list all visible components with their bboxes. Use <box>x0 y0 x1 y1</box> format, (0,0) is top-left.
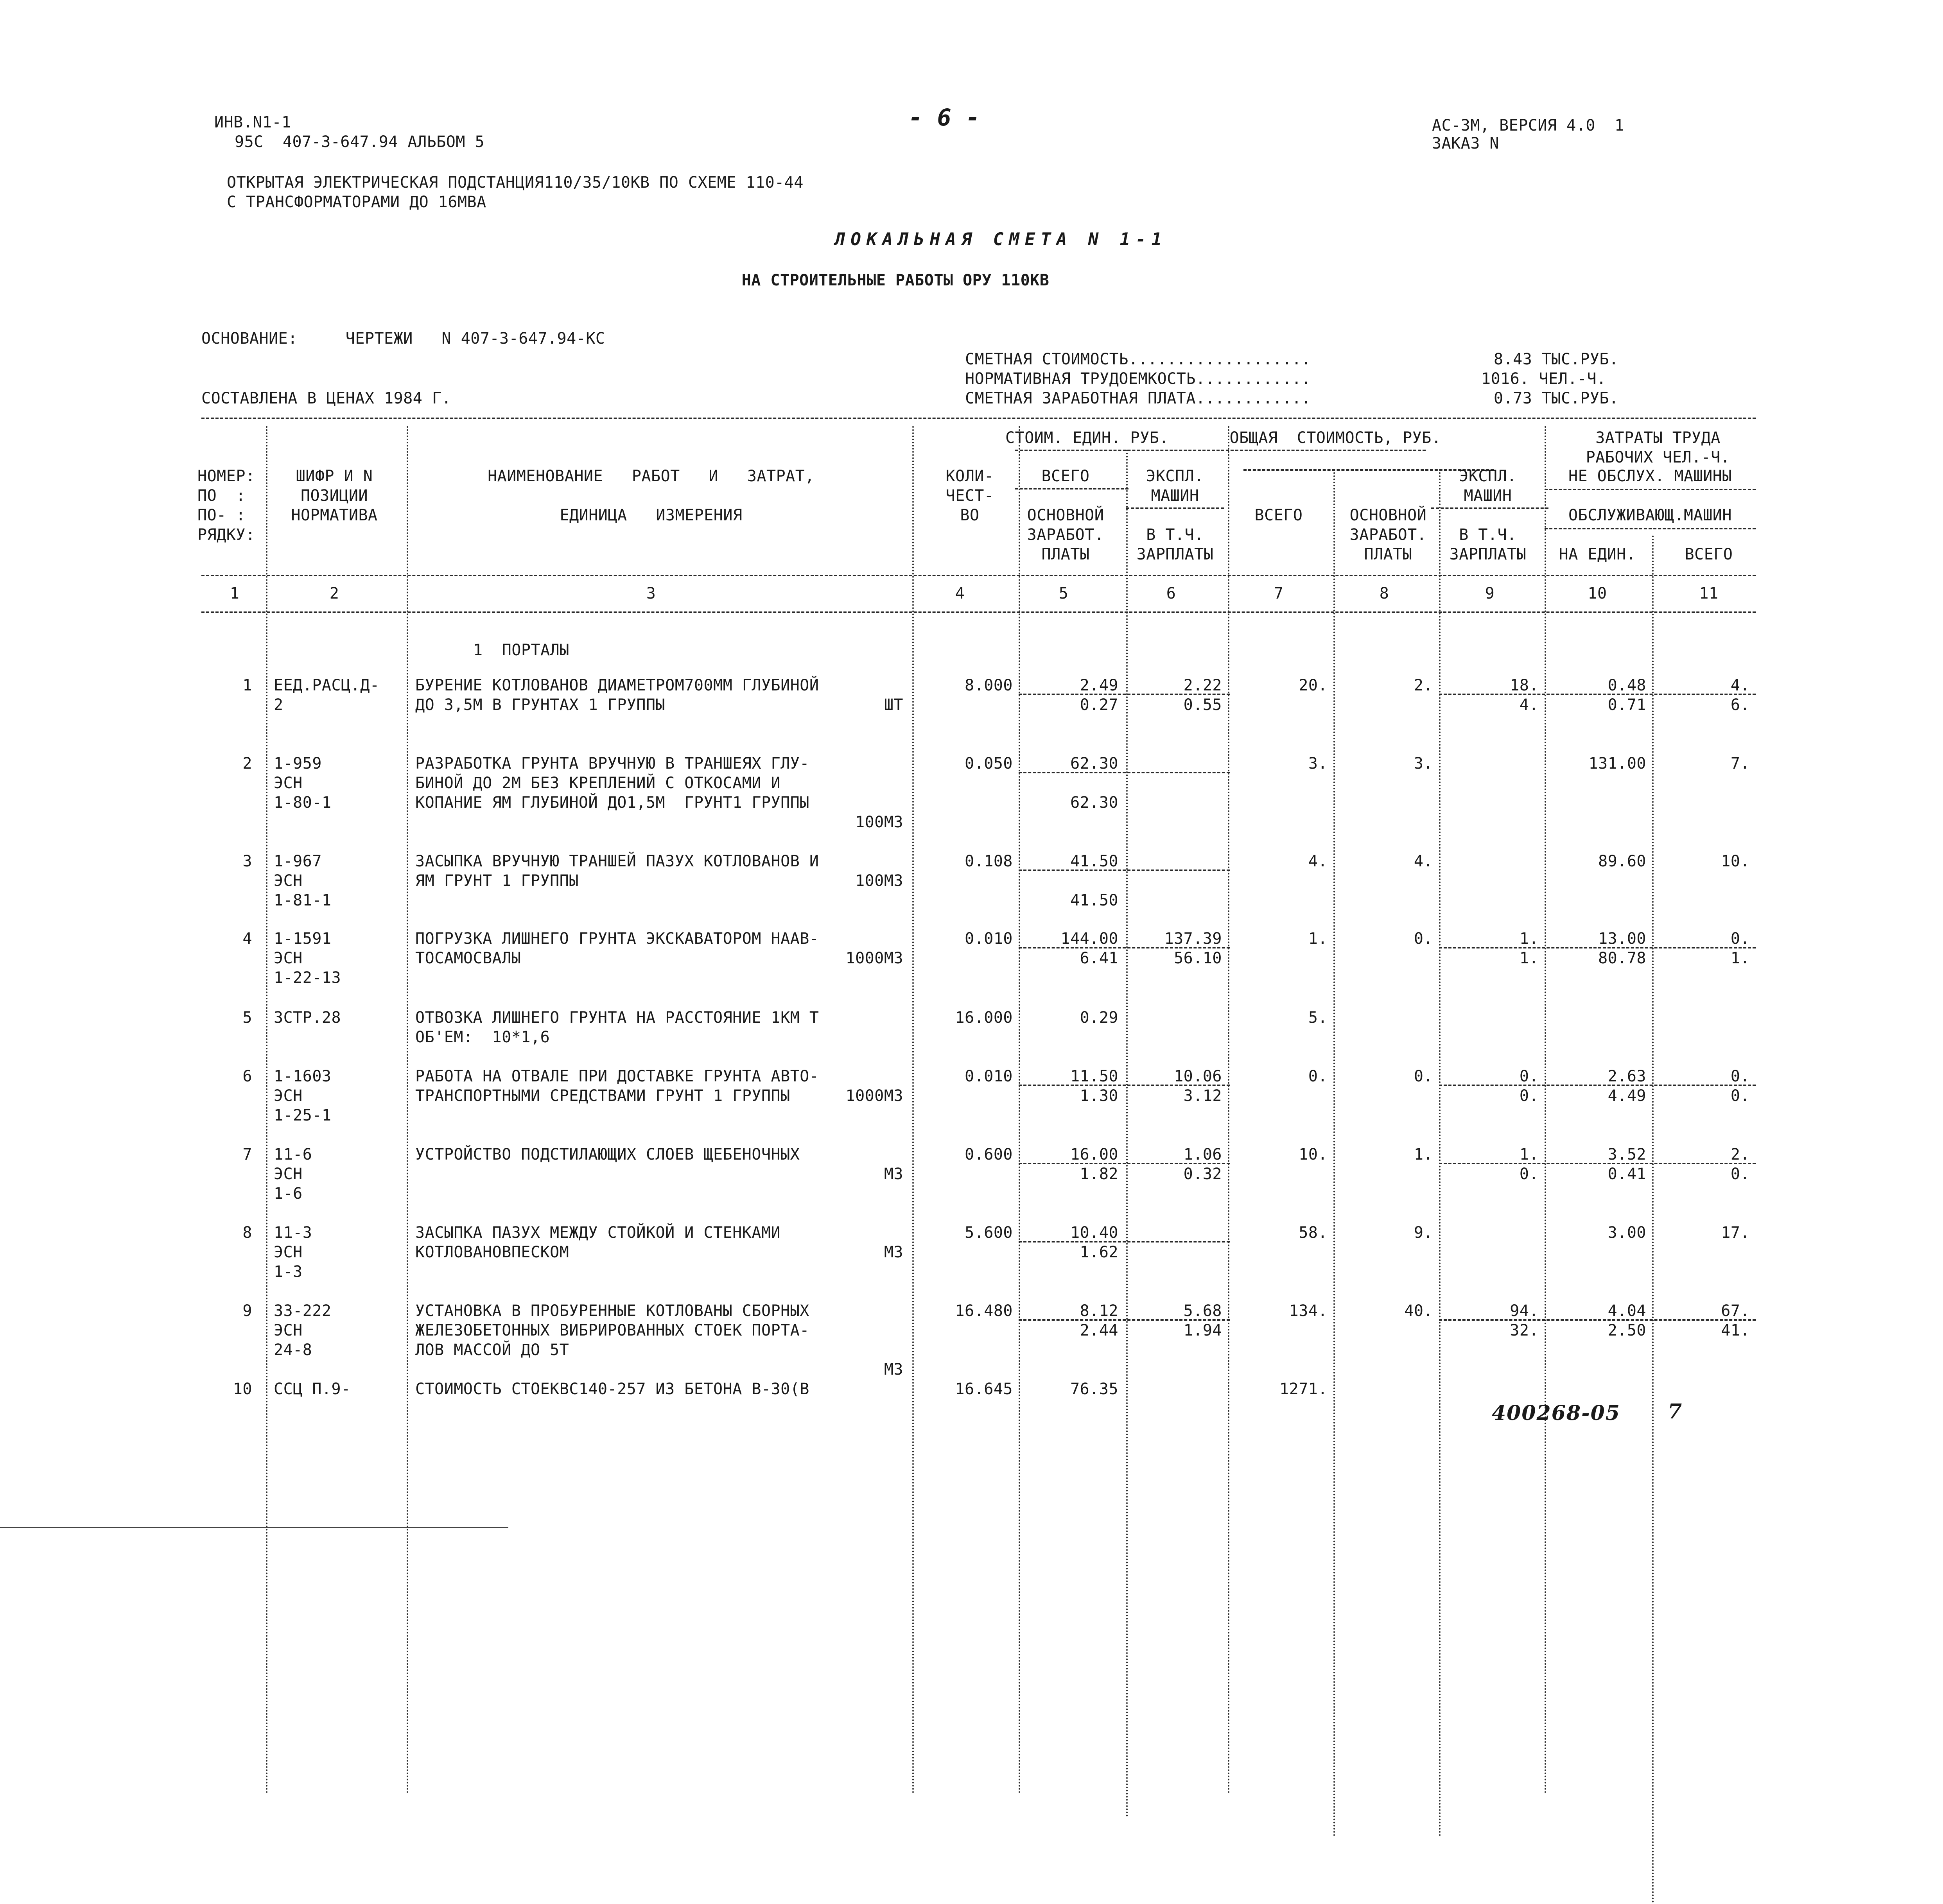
column-separator <box>1439 469 1441 1838</box>
project-title-line1: ОТКРЫТАЯ ЭЛЕКТРИЧЕСКАЯ ПОДСТАНЦИЯ110/35/10КВ ПО СХЕМЕ 110-44 <box>227 174 804 192</box>
row-c6b: 3.12 <box>1183 1087 1222 1105</box>
colnum-4: 4 <box>955 584 965 602</box>
cell-sub-rule <box>1019 772 1230 773</box>
row-c7: 58. <box>1299 1224 1328 1242</box>
hdr-c10: НА ЕДИН. <box>1559 545 1636 563</box>
row-c11a: 17. <box>1721 1224 1750 1242</box>
row-unit: М3 <box>884 1165 903 1183</box>
cell-sub-rule <box>1019 947 1230 948</box>
hdr-labor-group-line2: РАБОЧИХ ЧЕЛ.-Ч. <box>1586 448 1730 466</box>
row-c10a: 4.04 <box>1608 1302 1646 1320</box>
row-number: 7 <box>242 1146 252 1164</box>
row-number: 3 <box>242 852 252 870</box>
row-c5a: 0.29 <box>1080 1009 1118 1027</box>
row-number: 6 <box>242 1067 252 1085</box>
row-c6a: 2.22 <box>1183 676 1222 694</box>
row-unit: 100М3 <box>855 872 903 890</box>
hdr-c1-line1: НОМЕР: <box>197 467 255 485</box>
row-description: ДО 3,5М В ГРУНТАХ 1 ГРУППЫ <box>415 696 666 714</box>
row-c11a: 0. <box>1730 930 1750 948</box>
row-code: 1-80-1 <box>274 794 332 812</box>
row-c9b: 32. <box>1510 1321 1539 1339</box>
row-code: ЭСН <box>274 872 303 890</box>
scan-edge-line <box>0 1527 508 1528</box>
row-code: 33-222 <box>274 1302 332 1320</box>
row-c8: 0. <box>1414 1067 1433 1085</box>
header-sub-rule <box>1431 507 1548 509</box>
row-c10a: 3.52 <box>1608 1146 1646 1164</box>
row-c5b: 0.27 <box>1080 696 1118 714</box>
row-code: ЗСТР.28 <box>274 1009 341 1027</box>
row-c11a: 7. <box>1730 755 1750 773</box>
row-c7: 4. <box>1308 852 1328 870</box>
row-number: 5 <box>242 1009 252 1027</box>
row-c7: 134. <box>1289 1302 1328 1320</box>
row-c10a: 0.48 <box>1608 676 1646 694</box>
row-c6b: 0.55 <box>1183 696 1222 714</box>
hdr-c8-line3: ПЛАТЫ <box>1364 545 1412 563</box>
row-description: УСТРОЙСТВО ПОДСТИЛАЮЩИХ СЛОЕВ ЩЕБЕНОЧНЫХ <box>415 1146 800 1164</box>
row-c8: 1. <box>1414 1146 1433 1164</box>
row-c8: 4. <box>1414 852 1433 870</box>
row-number: 10 <box>233 1380 252 1398</box>
row-code: 11-3 <box>274 1224 312 1242</box>
header-sub-rule <box>1545 489 1756 490</box>
row-description: КОТЛОВАНОВПЕСКОМ <box>415 1243 569 1261</box>
row-c5b: 62.30 <box>1070 794 1118 812</box>
colnum-11: 11 <box>1699 584 1719 602</box>
row-code: 1-22-13 <box>274 969 341 987</box>
row-c7: 3. <box>1308 755 1328 773</box>
row-c10a: 13.00 <box>1598 930 1646 948</box>
hdr-c1-line2: ПО : <box>197 487 246 505</box>
row-c7: 0. <box>1308 1067 1328 1085</box>
row-c10a: 2.63 <box>1608 1067 1646 1085</box>
row-code: 1-3 <box>274 1263 303 1281</box>
order-number: ЗАКАЗ N <box>1432 134 1500 152</box>
price-level: СОСТАВЛЕНА В ЦЕНАХ 1984 Г. <box>201 389 452 407</box>
row-code: 1-6 <box>274 1185 303 1203</box>
page-mark: - 6 - <box>908 104 980 131</box>
hdr-c1-line4: РЯДКУ: <box>197 526 255 544</box>
cell-sub-rule <box>1439 694 1756 695</box>
basis-line: ОСНОВАНИЕ: ЧЕРТЕЖИ N 407-3-647.94-КС <box>201 330 605 348</box>
row-c5a: 144.00 <box>1060 930 1118 948</box>
hdr-c5-line4: ПЛАТЫ <box>1041 545 1090 563</box>
row-quantity: 8.000 <box>965 676 1013 694</box>
row-code: ЭСН <box>274 1321 303 1339</box>
row-c5a: 76.35 <box>1070 1380 1118 1398</box>
hdr-c9-line3: В Т.Ч. <box>1459 526 1517 544</box>
row-c11a: 67. <box>1721 1302 1750 1320</box>
hdr-c5-line1: ВСЕГО <box>1041 467 1090 485</box>
cell-sub-rule <box>1439 1163 1756 1164</box>
colnum-9: 9 <box>1485 584 1495 602</box>
row-c11a: 2. <box>1730 1146 1750 1164</box>
column-separator <box>1126 450 1128 1818</box>
cell-sub-rule <box>1439 1319 1756 1321</box>
row-c11b: 41. <box>1721 1321 1750 1339</box>
row-c8: 3. <box>1414 755 1433 773</box>
hdr-c1-line3: ПО- : <box>197 506 246 524</box>
header-sub-rule <box>1126 507 1224 509</box>
row-number: 1 <box>242 676 252 694</box>
row-c9a: 1. <box>1519 1146 1539 1164</box>
row-c7: 5. <box>1308 1009 1328 1027</box>
row-c6b: 56.10 <box>1174 949 1222 967</box>
cell-sub-rule <box>1019 694 1230 695</box>
row-c9a: 1. <box>1519 930 1539 948</box>
row-unit: 1000М3 <box>845 1087 903 1105</box>
row-unit: 1000М3 <box>845 949 903 967</box>
cell-sub-rule <box>1439 947 1756 948</box>
row-description: ЛОВ МАССОЙ ДО 5Т <box>415 1341 569 1359</box>
inventory-number: ИНВ.N1-1 <box>214 113 291 131</box>
document-subtitle: НА СТРОИТЕЛЬНЫЕ РАБОТЫ ОРУ 110КВ <box>741 271 1050 289</box>
hdr-c4-line1: КОЛИ- <box>945 467 994 485</box>
row-c6a: 10.06 <box>1174 1067 1222 1085</box>
row-description: БУРЕНИЕ КОТЛОВАНОВ ДИАМЕТРОМ700ММ ГЛУБИНОЙ <box>415 676 819 694</box>
handwritten-stamp: 400268-05 <box>1492 1401 1621 1425</box>
row-quantity: 16.645 <box>955 1380 1013 1398</box>
column-separator <box>407 426 408 1795</box>
row-c11b: 0. <box>1730 1087 1750 1105</box>
hdr-c2-line2: ПОЗИЦИИ <box>300 487 368 505</box>
row-code: ЭСН <box>274 1087 303 1105</box>
row-c8: 40. <box>1404 1302 1433 1320</box>
colnum-7: 7 <box>1274 584 1284 602</box>
column-separator <box>266 426 267 1795</box>
column-separator <box>1652 536 1654 1904</box>
section-title: 1 ПОРТАЛЫ <box>473 641 569 659</box>
row-code: 1-81-1 <box>274 891 332 909</box>
row-c5a: 62.30 <box>1070 755 1118 773</box>
row-description: КОПАНИЕ ЯМ ГЛУБИНОЙ ДО1,5М ГРУНТ1 ГРУППЫ <box>415 794 809 812</box>
summary-label-wage: СМЕТНАЯ ЗАРАБОТНАЯ ПЛАТА............ <box>965 389 1311 407</box>
row-number: 4 <box>242 930 252 948</box>
hdr-c2-line1: ШИФР И N <box>296 467 373 485</box>
column-separator <box>1019 426 1020 1795</box>
colnum-10: 10 <box>1588 584 1607 602</box>
row-description: УСТАНОВКА В ПРОБУРЕННЫЕ КОТЛОВАНЫ СБОРНЫХ <box>415 1302 809 1320</box>
row-number: 2 <box>242 755 252 773</box>
column-separator <box>1545 426 1546 1795</box>
project-title-line2: С ТРАНСФОРМАТОРАМИ ДО 16МВА <box>227 193 486 211</box>
row-c6a: 1.06 <box>1183 1146 1222 1164</box>
row-c9a: 0. <box>1519 1067 1539 1085</box>
row-c10b: 80.78 <box>1598 949 1646 967</box>
hdr-c3-line1: НАИМЕНОВАНИЕ РАБОТ И ЗАТРАТ, <box>488 467 815 485</box>
row-c8: 9. <box>1414 1224 1433 1242</box>
hdr-c4-line2: ЧЕСТ- <box>945 487 994 505</box>
system-version: АС-3М, ВЕРСИЯ 4.0 1 <box>1432 117 1624 134</box>
row-c11b: 1. <box>1730 949 1750 967</box>
row-description: ЯМ ГРУНТ 1 ГРУППЫ <box>415 872 579 890</box>
hdr-c8-line1: ОСНОВНОЙ <box>1349 506 1427 524</box>
colnum-3: 3 <box>646 584 656 602</box>
row-description: РАЗРАБОТКА ГРУНТА ВРУЧНУЮ В ТРАНШЕЯХ ГЛУ- <box>415 755 809 773</box>
row-c9b: 0. <box>1519 1165 1539 1183</box>
row-description: ЖЕЛЕЗОБЕТОННЫХ ВИБРИРОВАННЫХ СТОЕК ПОРТА- <box>415 1321 809 1339</box>
row-code: 1-1591 <box>274 930 332 948</box>
hdr-c6-line3: В Т.Ч. <box>1146 526 1204 544</box>
row-code: 2 <box>274 696 283 714</box>
row-description: ПОГРУЗКА ЛИШНЕГО ГРУНТА ЭКСКАВАТОРОМ НААВ- <box>415 930 819 948</box>
header-sub-rule <box>1545 528 1756 529</box>
hdr-c9-line2: МАШИН <box>1464 487 1512 505</box>
row-code: 1-959 <box>274 755 322 773</box>
hdr-labor-machine: ОБСЛУЖИВАЮЩ.МАШИН <box>1568 506 1732 524</box>
row-c6a: 137.39 <box>1164 930 1222 948</box>
row-description: БИНОЙ ДО 2М БЕЗ КРЕПЛЕНИЙ С ОТКОСАМИ И <box>415 774 781 792</box>
row-code: ЕЕД.РАСЦ.Д- <box>274 676 380 694</box>
row-c10b: 0.71 <box>1608 696 1646 714</box>
column-number-rule <box>201 611 1756 613</box>
row-c6b: 1.94 <box>1183 1321 1222 1339</box>
colnum-8: 8 <box>1379 584 1389 602</box>
row-c10b: 0.41 <box>1608 1165 1646 1183</box>
summary-value-wage: 0.73 ТЫС.РУБ. <box>1494 389 1619 407</box>
header-sub-rule <box>1015 488 1128 489</box>
hdr-c9-line4: ЗАРПЛАТЫ <box>1449 545 1527 563</box>
row-code: ССЦ П.9- <box>274 1380 351 1398</box>
hdr-labor-not-machine: НЕ ОБСЛУХ. МАШИНЫ <box>1568 467 1732 485</box>
colnum-5: 5 <box>1059 584 1069 602</box>
row-description: ЗАСЫПКА ВРУЧНУЮ ТРАНШЕЙ ПАЗУХ КОТЛОВАНОВ И <box>415 852 819 870</box>
row-c7: 10. <box>1299 1146 1328 1164</box>
row-c5b: 6.41 <box>1080 949 1118 967</box>
colnum-6: 6 <box>1166 584 1176 602</box>
row-unit: М3 <box>884 1243 903 1261</box>
column-separator <box>912 426 914 1795</box>
row-c5b: 2.44 <box>1080 1321 1118 1339</box>
row-unit: М3 <box>884 1361 903 1379</box>
row-code: ЭСН <box>274 949 303 967</box>
colnum-1: 1 <box>230 584 240 602</box>
row-quantity: 5.600 <box>965 1224 1013 1242</box>
summary-label-labor: НОРМАТИВНАЯ ТРУДОЕМКОСТЬ............ <box>965 370 1311 388</box>
summary-label-cost: СМЕТНАЯ СТОИМОСТЬ................... <box>965 350 1311 368</box>
header-sub-rule <box>1015 450 1426 451</box>
row-c7: 1271. <box>1279 1380 1328 1398</box>
row-c9b: 0. <box>1519 1087 1539 1105</box>
table-top-rule <box>201 418 1756 419</box>
hdr-c4-line3: ВО <box>960 506 980 524</box>
document-title: ЛОКАЛЬНАЯ СМЕТА N 1-1 <box>834 229 1168 249</box>
row-c10b: 4.49 <box>1608 1087 1646 1105</box>
row-c8: 0. <box>1414 930 1433 948</box>
row-quantity: 0.010 <box>965 930 1013 948</box>
row-c5a: 2.49 <box>1080 676 1118 694</box>
row-description: ОТВОЗКА ЛИШНЕГО ГРУНТА НА РАССТОЯНИЕ 1КМ Т <box>415 1009 819 1027</box>
row-c10a: 131.00 <box>1588 755 1646 773</box>
row-c10a: 3.00 <box>1608 1224 1646 1242</box>
row-c10a: 89.60 <box>1598 852 1646 870</box>
row-c10b: 2.50 <box>1608 1321 1646 1339</box>
hdr-c9-line1: ЭКСПЛ. <box>1459 467 1517 485</box>
row-c5a: 16.00 <box>1070 1146 1118 1164</box>
row-c5b: 1.30 <box>1080 1087 1118 1105</box>
cell-sub-rule <box>1019 1163 1230 1164</box>
hdr-c5-line3: ЗАРАБОТ. <box>1027 526 1104 544</box>
row-code: 1-1603 <box>274 1067 332 1085</box>
row-c5a: 8.12 <box>1080 1302 1118 1320</box>
row-quantity: 0.050 <box>965 755 1013 773</box>
row-quantity: 16.000 <box>955 1009 1013 1027</box>
album-reference: 95С 407-3-647.94 АЛЬБОМ 5 <box>235 133 485 151</box>
row-c11a: 0. <box>1730 1067 1750 1085</box>
hdr-c6-line2: МАШИН <box>1151 487 1199 505</box>
hdr-c5-line2: ОСНОВНОЙ <box>1027 506 1104 524</box>
row-unit: 100М3 <box>855 813 903 831</box>
hdr-c6-line4: ЗАРПЛАТЫ <box>1136 545 1214 563</box>
row-description: ЗАСЫПКА ПАЗУХ МЕЖДУ СТОЙКОЙ И СТЕНКАМИ <box>415 1224 781 1242</box>
column-separator <box>1333 469 1335 1838</box>
hdr-c7: ВСЕГО <box>1254 506 1303 524</box>
hdr-total-cost-group: ОБЩАЯ СТОИМОСТЬ, РУБ. <box>1229 429 1441 447</box>
header-bottom-rule <box>201 575 1756 576</box>
hdr-c3-line2: ЕДИНИЦА ИЗМЕРЕНИЯ <box>560 506 743 524</box>
row-c5b: 1.62 <box>1080 1243 1118 1261</box>
cell-sub-rule <box>1439 1085 1756 1086</box>
row-description: СТОИМОСТЬ СТОЕКВС140-257 ИЗ БЕТОНА В-30(В <box>415 1380 809 1398</box>
cell-sub-rule <box>1019 870 1230 871</box>
row-code: ЭСН <box>274 1165 303 1183</box>
row-c5b: 41.50 <box>1070 891 1118 909</box>
row-number: 9 <box>242 1302 252 1320</box>
row-c9a: 18. <box>1510 676 1539 694</box>
row-description: РАБОТА НА ОТВАЛЕ ПРИ ДОСТАВКЕ ГРУНТА АВТО- <box>415 1067 819 1085</box>
row-c11b: 6. <box>1730 696 1750 714</box>
row-c9b: 1. <box>1519 949 1539 967</box>
row-c6b: 0.32 <box>1183 1165 1222 1183</box>
handwritten-sheet-number: 7 <box>1668 1400 1683 1424</box>
row-description: ОБ'ЕМ: 10*1,6 <box>415 1028 550 1046</box>
hdr-c6-line1: ЭКСПЛ. <box>1146 467 1204 485</box>
row-code: 11-6 <box>274 1146 312 1164</box>
column-separator <box>1228 426 1229 1795</box>
row-c6a: 5.68 <box>1183 1302 1222 1320</box>
row-c9a: 94. <box>1510 1302 1539 1320</box>
row-code: 24-8 <box>274 1341 312 1359</box>
row-c9b: 4. <box>1519 696 1539 714</box>
row-description: ТРАНСПОРТНЫМИ СРЕДСТВАМИ ГРУНТ 1 ГРУППЫ <box>415 1087 790 1105</box>
row-code: 1-967 <box>274 852 322 870</box>
row-c8: 2. <box>1414 676 1433 694</box>
row-c11b: 0. <box>1730 1165 1750 1183</box>
row-c11a: 10. <box>1721 852 1750 870</box>
cell-sub-rule <box>1019 1319 1230 1321</box>
summary-value-cost: 8.43 ТЫС.РУБ. <box>1494 350 1619 368</box>
hdr-c2-line3: НОРМАТИВА <box>291 506 378 524</box>
row-c5a: 11.50 <box>1070 1067 1118 1085</box>
header-sub-rule <box>1243 469 1494 471</box>
row-c5b: 1.82 <box>1080 1165 1118 1183</box>
row-c7: 20. <box>1299 676 1328 694</box>
row-quantity: 0.108 <box>965 852 1013 870</box>
row-c7: 1. <box>1308 930 1328 948</box>
row-code: ЭСН <box>274 774 303 792</box>
row-number: 8 <box>242 1224 252 1242</box>
cell-sub-rule <box>1019 1241 1230 1242</box>
hdr-labor-group-line1: ЗАТРАТЫ ТРУДА <box>1595 429 1721 447</box>
row-c11a: 4. <box>1730 676 1750 694</box>
summary-value-labor: 1016. ЧЕЛ.-Ч. <box>1481 370 1606 388</box>
colnum-2: 2 <box>329 584 339 602</box>
row-quantity: 16.480 <box>955 1302 1013 1320</box>
row-unit: ШТ <box>884 696 903 714</box>
row-quantity: 0.010 <box>965 1067 1013 1085</box>
hdr-c8-line2: ЗАРАБОТ. <box>1349 526 1427 544</box>
row-code: ЭСН <box>274 1243 303 1261</box>
hdr-c11: ВСЕГО <box>1685 545 1733 563</box>
cell-sub-rule <box>1019 1085 1230 1086</box>
row-code: 1-25-1 <box>274 1106 332 1124</box>
row-quantity: 0.600 <box>965 1146 1013 1164</box>
row-description: ТОСАМОСВАЛЫ <box>415 949 521 967</box>
row-c5a: 41.50 <box>1070 852 1118 870</box>
row-c5a: 10.40 <box>1070 1224 1118 1242</box>
hdr-unit-cost-group: СТОИМ. ЕДИН. РУБ. <box>1005 429 1169 447</box>
